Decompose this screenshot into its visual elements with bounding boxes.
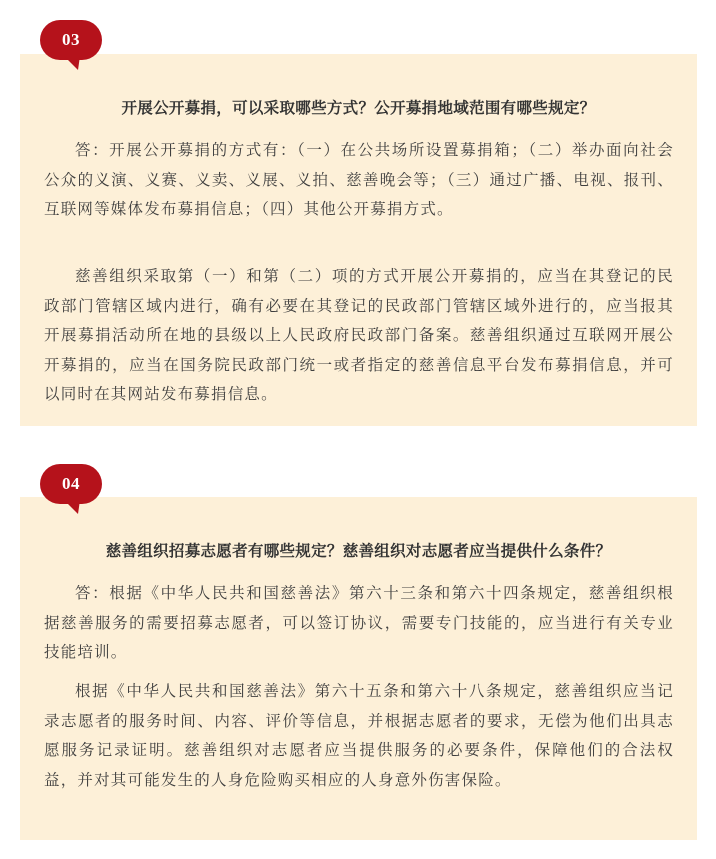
question-title: 慈善组织招募志愿者有哪些规定？慈善组织对志愿者应当提供什么条件？ <box>105 542 612 560</box>
section-number-badge <box>40 464 102 508</box>
section-number: 04 <box>62 474 80 493</box>
qa-card-03 <box>20 54 697 426</box>
answer-paragraph: 根据《中华人民共和国慈善法》第六十五条和第六十八条规定，慈善组织应当记录志愿者的服务时间、内容、评价等信息，并根据志愿者的要求，无偿为他们出具志愿服务记录证明。慈善组织对志愿者应当提供服务的必要条件，保障他们的合法权益，并对其可能发生的人身危险购买相应的人身意外伤害保险。 <box>44 682 674 789</box>
question-title: 开展公开募捐，可以采取哪些方式？公开募捐地域范围有哪些规定？ <box>121 99 596 117</box>
answer-paragraph: 答：根据《中华人民共和国慈善法》第六十三条和第六十四条规定，慈善组织根据慈善服务的需要招募志愿者，可以签订协议，需要专门技能的，应当进行有关专业技能培训。 <box>44 584 674 661</box>
section-number: 03 <box>62 30 80 49</box>
answer-paragraph: 答：开展公开募捐的方式有：（一）在公共场所设置募捐箱；（二）举办面向社会公众的义演、义赛、义卖、义展、义拍、慈善晚会等；（三）通过广播、电视、报刊、互联网等媒体发布募捐信息；（四）其他公开募捐方式。 <box>44 141 674 218</box>
section-number-badge <box>40 20 102 64</box>
qa-card-04 <box>20 497 697 840</box>
answer-paragraph: 慈善组织采取第（一）和第（二）项的方式开展公开募捐的，应当在其登记的民政部门管辖区域内进行，确有必要在其登记的民政部门管辖区域外进行的，应当报其开展募捐活动所在地的县级以上人民政府民政部门备案。慈善组织通过互联网开展公开募捐的，应当在国务院民政部门统一或者指定的慈善信息平台发布募捐信息，并可以同时在其网站发布募捐信息。 <box>44 267 674 403</box>
